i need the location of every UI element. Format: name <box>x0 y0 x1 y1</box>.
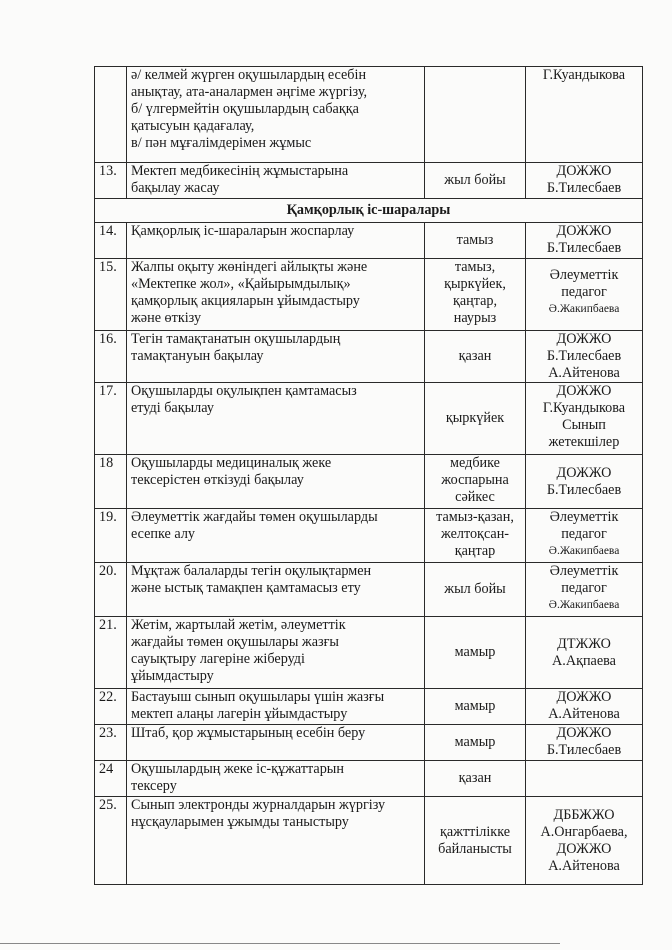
row-responsible <box>526 563 643 617</box>
row-responsible <box>526 509 643 563</box>
table-row <box>95 509 643 563</box>
row-responsible: ДОЖЖО Г.Куандыкова Сынып жетекшілер <box>526 383 643 455</box>
row-number <box>95 67 127 163</box>
table-row <box>95 617 643 689</box>
row-time: мамыр <box>425 689 526 725</box>
plan-table <box>94 66 643 885</box>
table-row <box>95 725 643 761</box>
row-time: тамыз-қазан, желтоқсан- қаңтар <box>425 509 526 563</box>
row-responsible: ДОЖЖО Б.Тилесбаев <box>526 223 643 259</box>
row-number: 15. <box>95 259 127 331</box>
row-responsible <box>526 761 643 797</box>
table-row <box>95 331 643 383</box>
row-task: Жалпы оқыту жөніндегі айлықты және «Мектепке жол», «Қайырымдылық» қамқорлық акцияларын ұйымдастыру және өткізу <box>127 259 425 331</box>
row-responsible: ДББЖЖО А.Онгарбаева, ДОЖЖО А.Айтенова <box>526 797 643 885</box>
table-row <box>95 455 643 509</box>
row-time: қыркүйек <box>425 383 526 455</box>
row-time: қазан <box>425 331 526 383</box>
row-time: жыл бойы <box>425 163 526 199</box>
row-time: мамыр <box>425 617 526 689</box>
table-row <box>95 761 643 797</box>
row-task: Бастауыш сынып оқушылары үшін жазғы мектеп алаңы лагерін ұйымдастыру <box>127 689 425 725</box>
row-time <box>425 67 526 163</box>
responsible-name: Ә.Жакипбаева <box>548 303 620 315</box>
row-number: 14. <box>95 223 127 259</box>
row-time: мамыр <box>425 725 526 761</box>
table-row <box>95 163 643 199</box>
row-time: қазан <box>425 761 526 797</box>
row-responsible: ДОЖЖО Б.Тилесбаев <box>526 455 643 509</box>
page-bottom-divider <box>0 943 560 944</box>
row-number: 21. <box>95 617 127 689</box>
row-task: Оқушылардың жеке іс-құжаттарын тексеру <box>127 761 425 797</box>
row-time: тамыз, қыркүйек, қаңтар, наурыз <box>425 259 526 331</box>
row-time: қажттілікке байланысты <box>425 797 526 885</box>
row-responsible: ДОЖЖО А.Айтенова <box>526 689 643 725</box>
row-task: Оқушыларды оқулықпен қамтамасыз етуді бақылау <box>127 383 425 455</box>
row-number: 25. <box>95 797 127 885</box>
table-row <box>95 383 643 455</box>
row-number: 24 <box>95 761 127 797</box>
row-task: Мұқтаж балаларды тегін оқулықтармен және ыстық тамақпен қамтамасыз ету <box>127 563 425 617</box>
row-responsible: ДОЖЖО Б.Тилесбаев А.Айтенова <box>526 331 643 383</box>
row-number: 23. <box>95 725 127 761</box>
table-row <box>95 259 643 331</box>
row-number: 16. <box>95 331 127 383</box>
responsible-role: Әлеуметтік педагог <box>549 267 619 300</box>
row-responsible: ДОЖЖО Б.Тилесбаев <box>526 725 643 761</box>
row-responsible: Г.Куандыкова <box>526 67 643 163</box>
row-task: Тегін тамақтанатын оқушылардың тамақтануын бақылау <box>127 331 425 383</box>
row-responsible: ДОЖЖО Б.Тилесбаев <box>526 163 643 199</box>
table-row <box>95 563 643 617</box>
row-time: медбике жоспарына сәйкес <box>425 455 526 509</box>
row-number: 17. <box>95 383 127 455</box>
responsible-name: Ә.Жакипбаева <box>548 599 620 611</box>
row-task: Әлеуметтік жағдайы төмен оқушыларды есепке алу <box>127 509 425 563</box>
row-task: Оқушыларды медициналық жеке тексерістен өткізуді бақылау <box>127 455 425 509</box>
row-responsible <box>526 259 643 331</box>
section-title: Қамқорлық іс-шаралары <box>95 199 643 223</box>
row-number: 13. <box>95 163 127 199</box>
row-task: Мектеп медбикесінің жұмыстарына бақылау жасау <box>127 163 425 199</box>
row-number: 22. <box>95 689 127 725</box>
table-row <box>95 689 643 725</box>
row-task: Штаб, қор жұмыстарының есебін беру <box>127 725 425 761</box>
row-task: Жетім, жартылай жетім, әлеуметтік жағдайы төмен оқушылары жазғы сауықтыру лагеріне жіберуді ұйымдастыру <box>127 617 425 689</box>
row-time: тамыз <box>425 223 526 259</box>
responsible-role: Әлеуметтік педагог <box>549 509 619 542</box>
row-task: Сынып электронды журналдарын жүргізу нұсқауларымен ұжымды таныстыру <box>127 797 425 885</box>
row-time: жыл бойы <box>425 563 526 617</box>
table-row <box>95 797 643 885</box>
row-number: 20. <box>95 563 127 617</box>
table-row <box>95 67 643 163</box>
row-number: 19. <box>95 509 127 563</box>
row-task: Қамқорлық іс-шараларын жоспарлау <box>127 223 425 259</box>
responsible-name: Ә.Жакипбаева <box>548 545 620 557</box>
section-header-row <box>95 199 643 223</box>
row-responsible: ДТЖЖО А.Ақпаева <box>526 617 643 689</box>
row-task: ә/ келмей жүрген оқушылардың есебін анықтау, ата-аналармен әңгіме жүргізу, б/ үлгермейтін оқушылардың сабаққа қатысуын қадағалау, в/ пән мұғалімдерімен жұмыс <box>127 67 425 163</box>
responsible-role: Әлеуметтік педагог <box>549 563 619 596</box>
row-number: 18 <box>95 455 127 509</box>
table-row <box>95 223 643 259</box>
